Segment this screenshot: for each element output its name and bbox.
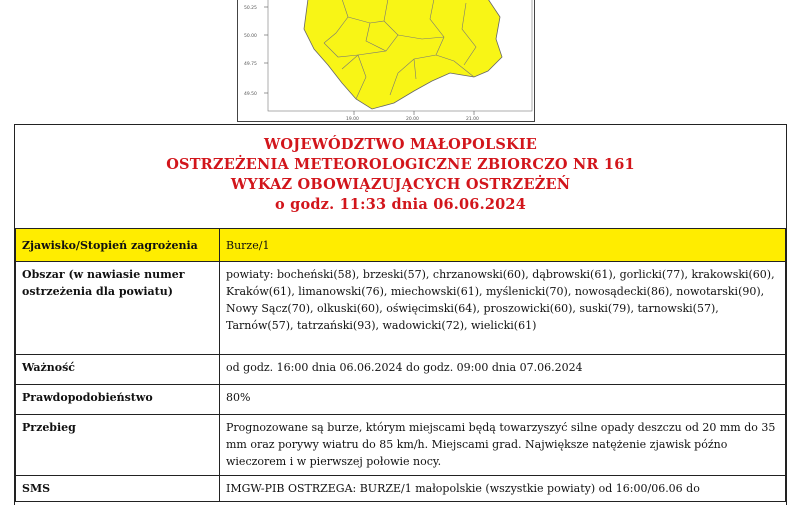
table-row-sms: [16, 476, 786, 502]
warning-map: [237, 0, 535, 122]
table-row-probability: [16, 385, 786, 415]
warning-table: [15, 228, 786, 502]
x-tick-label: 20.00: [406, 117, 419, 121]
hazard-label: Zjawisko/Stopień zagrożenia: [16, 229, 220, 262]
course-label: Przebieg: [16, 415, 220, 476]
table-row-hazard: [16, 229, 786, 262]
area-label: Obszar (w nawiasie numer ostrzeżenia dla powiatu): [16, 262, 220, 355]
list-title: WYKAZ OBOWIĄZUJĄCYCH OSTRZEŻEŃ: [230, 176, 571, 193]
course-value: Prognozowane są burze, którym miejscami będą towarzyszyć silne opady deszczu od 20 mm do 35 mm oraz porywy wiatru do 85 km/h. Miejscami grad. Największe natężenie zjawisk późno wieczorem i w pierwszej połowie nocy.: [220, 415, 786, 476]
probability-label: Prawdopodobieństwo: [16, 385, 220, 415]
table-row-course: [16, 415, 786, 476]
y-tick-label: 50.25: [244, 6, 257, 11]
table-row-area: [16, 262, 786, 355]
bulletin-title: OSTRZEŻENIA METEOROLOGICZNE ZBIORCZO NR 161: [166, 156, 635, 173]
validity-value: od godz. 16:00 dnia 06.06.2024 do godz. 09:00 dnia 07.06.2024: [220, 355, 786, 385]
y-tick-label: 49.50: [244, 92, 257, 97]
y-tick-label: 50.00: [244, 34, 257, 39]
warning-header: [15, 125, 786, 228]
sms-label: SMS: [16, 476, 220, 502]
probability-value: 80%: [220, 385, 786, 415]
warning-sheet: [14, 124, 787, 505]
table-row-validity: [16, 355, 786, 385]
x-tick-label: 21.00: [466, 117, 479, 121]
hazard-value: Burze/1: [220, 229, 786, 262]
x-tick-label: 19.00: [346, 117, 359, 121]
sms-value: IMGW-PIB OSTRZEGA: BURZE/1 małopolskie (wszystkie powiaty) od 16:00/06.06 do: [220, 476, 786, 502]
voivodeship-title: WOJEWÓDZTWO MAŁOPOLSKIE: [263, 136, 538, 153]
malopolska-map-graphic: [238, 0, 534, 121]
area-value: powiaty: bocheński(58), brzeski(57), chrzanowski(60), dąbrowski(61), gorlicki(77), krakowski(60), Kraków(61), limanowski(76), miechowski(61), myślenicki(70), nowosądecki(86), nowotarski(90), Nowy Sącz(70), olkuski(60), oświęcimski(64), proszowicki(60), suski(79), tarnowski(57), Tarnów(57), tatrzański(93), wadowicki(72), wielicki(61): [220, 262, 786, 355]
y-tick-label: 49.75: [244, 62, 257, 67]
issue-time: o godz. 11:33 dnia 06.06.2024: [275, 196, 526, 213]
validity-label: Ważność: [16, 355, 220, 385]
